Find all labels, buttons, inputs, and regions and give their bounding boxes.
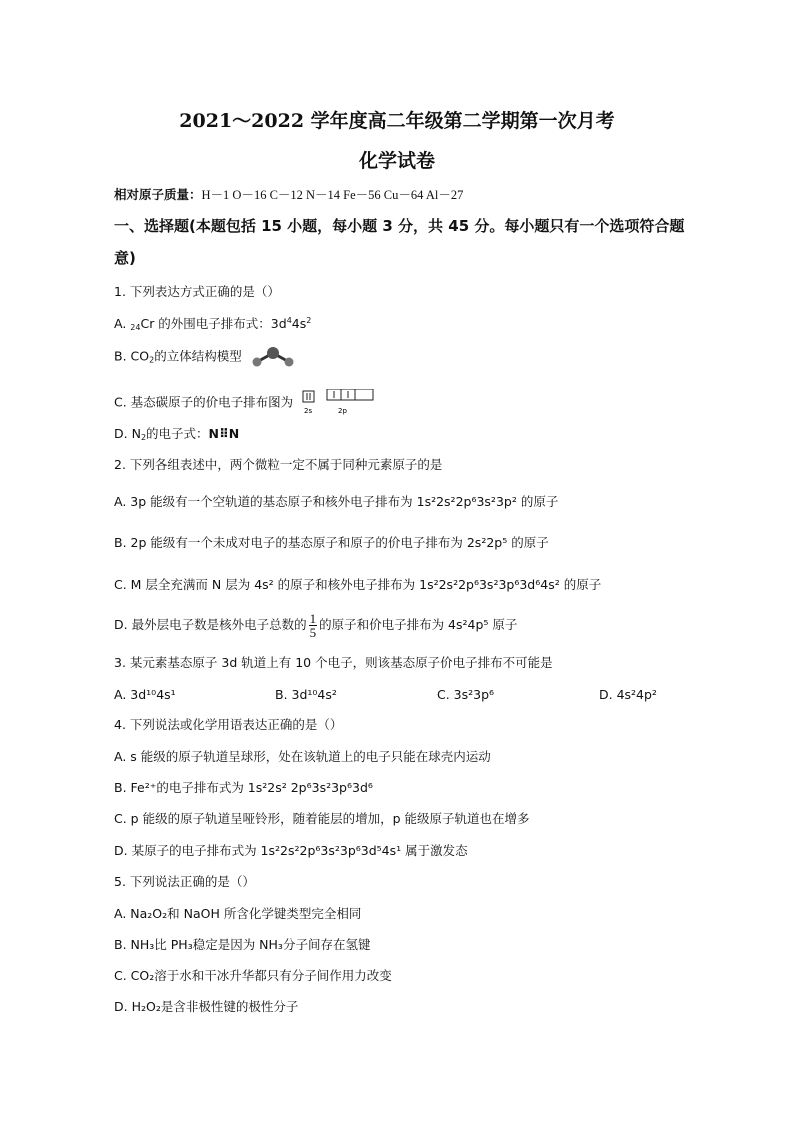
q1-d-text: D. N	[114, 426, 141, 441]
q3-option-a: A. 3d¹⁰4s¹	[114, 687, 176, 702]
orbital-2s-label: 2s	[304, 407, 313, 415]
q5-stem: 5. 下列说法正确的是（）	[114, 874, 255, 889]
q1-a-text: Cr 的外围电子排布式：3d	[140, 316, 287, 331]
q4-stem: 4. 下列说法或化学用语表达正确的是（）	[114, 717, 343, 732]
q3-stem: 3. 某元素基态原子 3d 轨道上有 10 个电子，则该基态原子价电子排布不可能是	[114, 655, 553, 670]
q1-a-prefix: A.	[114, 316, 131, 331]
q2-option-b: B. 2p 能级有一个未成对电子的基态原子和原子的价电子排布为 2s²2p⁵ 的原子	[114, 535, 549, 550]
q2-stem: 2. 下列各组表述中，两个微粒一定不属于同种元素原子的是	[114, 457, 443, 472]
q2-option-a: A. 3p 能级有一个空轨道的基态原子和核外电子排布为 1s²2s²2p⁶3s²3p² 的原子	[114, 494, 559, 509]
q1-b-sub: 2	[149, 355, 155, 365]
exam-subtitle: 化学试卷	[358, 150, 435, 172]
q1-option-a	[114, 313, 311, 336]
q1-a-sub: 24	[130, 323, 141, 332]
q1-option-b	[114, 346, 296, 369]
q3-option-b: B. 3d¹⁰4s²	[275, 687, 337, 702]
q4-option-a: A. s 能级的原子轨道呈球形，处在该轨道上的电子只能在球壳内运动	[114, 749, 491, 764]
orbital-diagram-icon	[301, 389, 375, 417]
co2-ball-model-icon	[250, 346, 296, 368]
fraction-denominator: 5	[309, 625, 317, 640]
q3-option-d: D. 4s²4p²	[599, 687, 657, 702]
q4-option-b: B. Fe²⁺的电子排布式为 1s²2s² 2p⁶3s²3p⁶3d⁶	[114, 780, 373, 795]
q1-d-formula: N⠿N	[208, 426, 240, 441]
q1-b-text: B. CO	[114, 348, 150, 364]
q1-a-mid: 4s	[291, 316, 307, 331]
q5-option-b: B. NH₃比 PH₃稳定是因为 NH₃分子间存在氢键	[114, 937, 371, 952]
q1-b-rest: 的立体结构模型	[154, 348, 242, 364]
q1-option-d	[114, 426, 239, 446]
q2-d-suffix: 的原子和价电子排布为 4s²4p⁵ 原子	[319, 617, 518, 632]
atomic-masses-values: H－1 O－16 C－12 N－14 Fe－56 Cu－64 Al－27	[201, 188, 464, 202]
q3-option-c: C. 3s²3p⁶	[437, 687, 495, 702]
q5-option-d: D. H₂O₂是含非极性键的极性分子	[114, 999, 299, 1014]
section-heading-cont: 意)	[114, 249, 136, 267]
section-heading: 一、选择题(本题包括 15 小题，每小题 3 分，共 45 分。每小题只有一个选项符合题	[114, 217, 685, 235]
q4-option-c: C. p 能级的原子轨道呈哑铃形，随着能层的增加，p 能级原子轨道也在增多	[114, 811, 530, 826]
q1-c-text: C. 基态碳原子的价电子排布图为	[114, 394, 294, 410]
fraction-one-fifth	[309, 612, 318, 639]
q1-a-sup1: 4	[286, 316, 292, 325]
q1-d-sub: 2	[140, 433, 147, 442]
q2-option-d	[114, 612, 517, 639]
q2-d-prefix: D. 最外层电子数是核外电子总数的	[114, 617, 307, 632]
fraction-numerator: 1	[309, 611, 317, 626]
atomic-masses-label: 相对原子质量：	[114, 187, 202, 202]
q5-option-a: A. Na₂O₂和 NaOH 所含化学键类型完全相同	[114, 906, 362, 921]
atomic-masses	[114, 187, 463, 203]
q1-a-sup2: 2	[306, 316, 312, 325]
q4-option-d: D. 某原子的电子排布式为 1s²2s²2p⁶3s²3p⁶3d⁵4s¹ 属于激发态	[114, 843, 468, 858]
exam-title: 2021～2022 学年度高二年级第二学期第一次月考	[179, 110, 615, 132]
q1-stem: 1. 下列表达方式正确的是（）	[114, 284, 280, 299]
q1-option-c	[114, 389, 375, 417]
orbital-2p-label: 2p	[338, 407, 348, 415]
q5-option-c: C. CO₂溶于水和干冰升华都只有分子间作用力改变	[114, 968, 392, 983]
q2-option-c: C. M 层全充满而 N 层为 4s² 的原子和核外电子排布为 1s²2s²2p⁶3s²3p⁶3d⁶4s² 的原子	[114, 577, 602, 592]
q1-d-rest: 的电子式：	[146, 426, 209, 441]
